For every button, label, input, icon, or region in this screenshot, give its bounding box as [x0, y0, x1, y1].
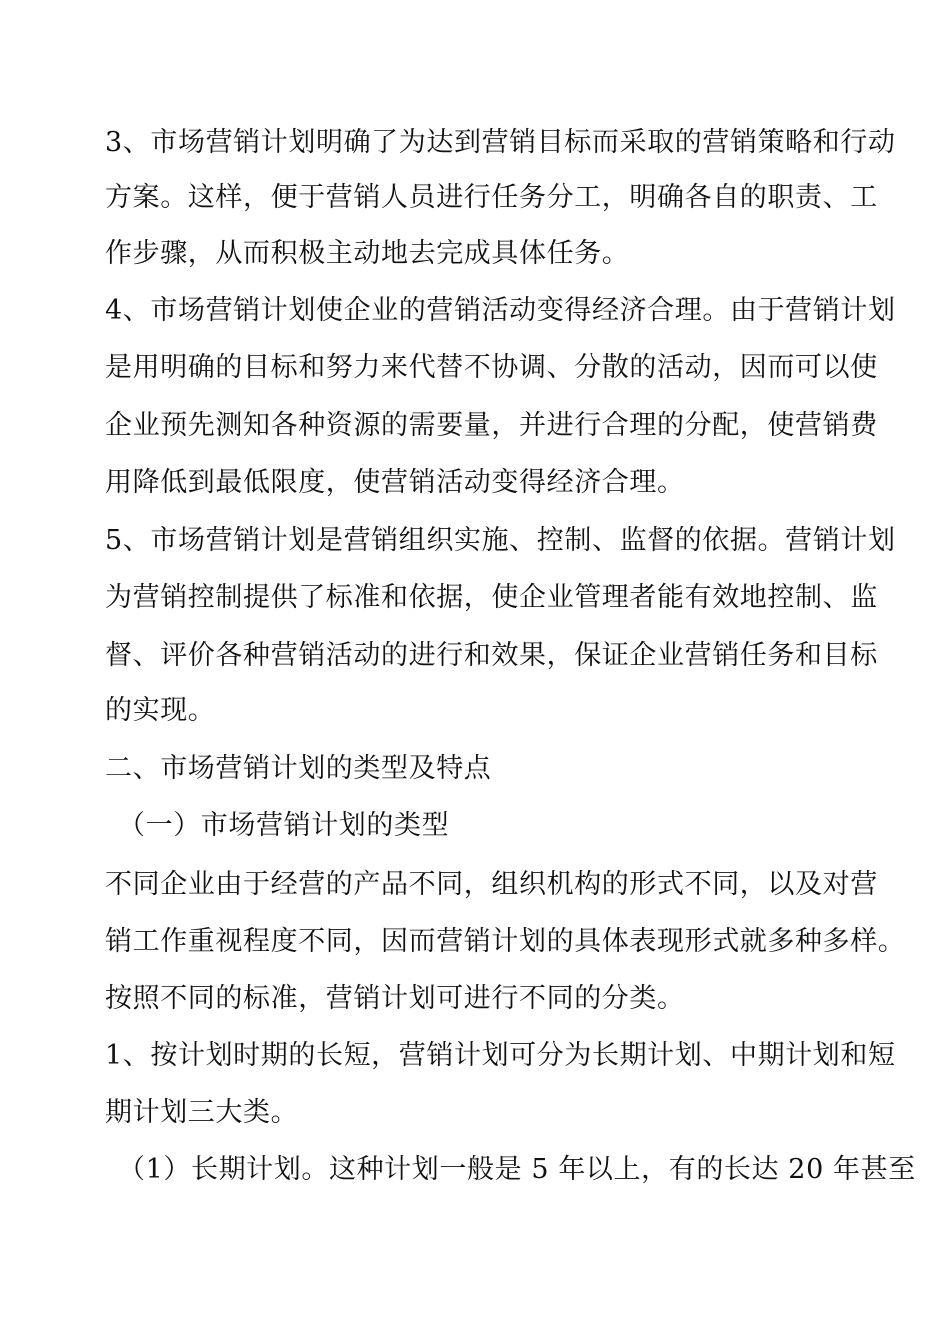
text-line: 是用明确的目标和努力来代替不协调、分散的活动，因而可以使: [105, 352, 878, 383]
text-line: 5、市场营销计划是营销组织实施、控制、监督的依据。营销计划: [105, 525, 896, 556]
text-line: 期计划三大类。: [105, 1097, 299, 1128]
text-line: 1、按计划时期的长短，营销计划可分为长期计划、中期计划和短: [105, 1040, 896, 1071]
text-line: 企业预先测知各种资源的需要量，并进行合理的分配，使营销费: [105, 410, 878, 441]
text-line: 为营销控制提供了标准和依据，使企业管理者能有效地控制、监: [105, 582, 878, 613]
text-line: 不同企业由于经营的产品不同，组织机构的形式不同，以及对营: [105, 869, 878, 900]
text-line: 的实现。: [105, 695, 216, 726]
text-line: （1）长期计划。这种计划一般是 5 年以上，有的长达 20 年甚至: [118, 1154, 916, 1185]
section-heading: 二、市场营销计划的类型及特点: [105, 753, 492, 784]
text-line: 销工作重视程度不同，因而营销计划的具体表现形式就多种多样。: [105, 926, 906, 957]
text-line: 4、市场营销计划使企业的营销活动变得经济合理。由于营销计划: [105, 295, 896, 326]
text-line: 作步骤，从而积极主动地去完成具体任务。: [105, 238, 630, 269]
text-line: 用降低到最低限度，使营销活动变得经济合理。: [105, 467, 685, 498]
text-line: 督、评价各种营销活动的进行和效果，保证企业营销任务和目标: [105, 640, 878, 671]
text-line: 方案。这样，便于营销人员进行任务分工，明确各自的职责、工: [105, 182, 878, 213]
text-line: 按照不同的标准，营销计划可进行不同的分类。: [105, 983, 685, 1014]
text-line: 3、市场营销计划明确了为达到营销目标而采取的营销策略和行动: [105, 127, 896, 158]
subsection-heading: （一）市场营销计划的类型: [118, 810, 450, 841]
